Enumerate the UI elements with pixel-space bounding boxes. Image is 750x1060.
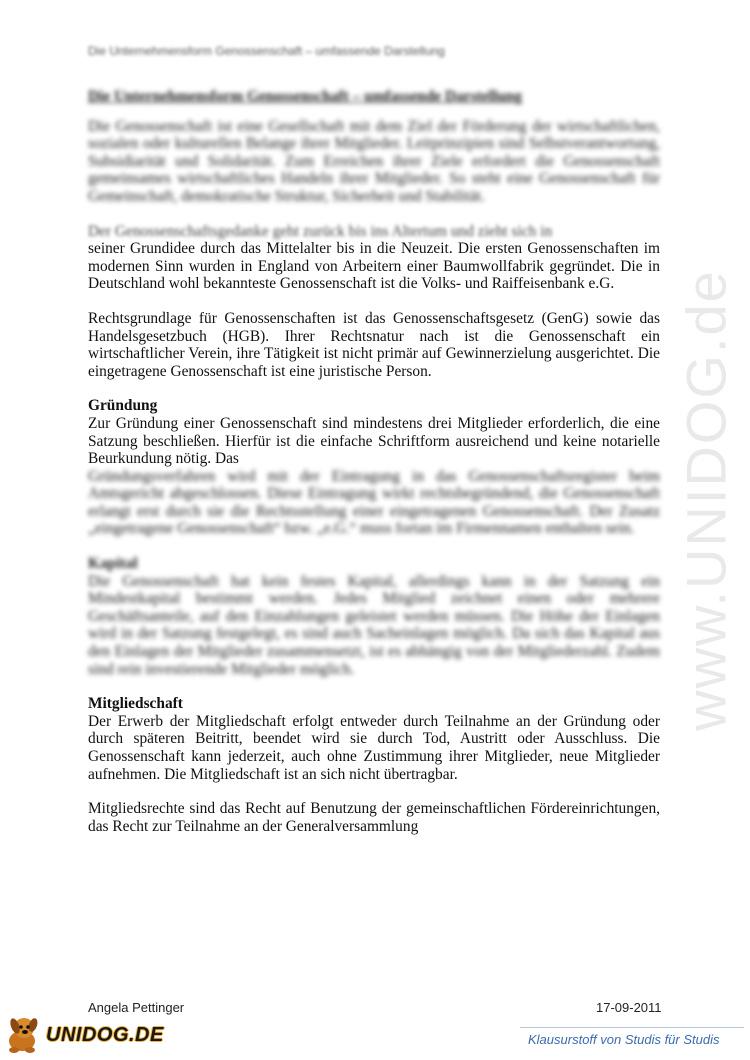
rights-paragraph: Mitgliedsrechte sind das Recht auf Benutzung der gemeinschaftlichen Fördereinrichtungen, das Recht zur Teilnahme an der Generalversammlung (88, 800, 660, 835)
watermark-text: www.UNIDOG.de (674, 269, 738, 731)
footer-tagline: Klausurstoff von Studis für Studis (528, 1032, 720, 1047)
heading-membership: Mitgliedschaft (88, 695, 183, 713)
membership-paragraph: Der Erwerb der Mitgliedschaft erfolgt entweder durch Teilnahme an der Gründung oder durch späteren Beitritt, beendet wird sie durch Tod, Austritt oder Ausschluss. Die Genossenschaft kann jederzeit, auch ohne Zustimmung ihrer Mitglieder, neue Mitglieder aufnehmen. Die Mitgliedschaft ist an sich nicht übertragbar. (88, 712, 660, 783)
running-header: Die Unternehmensform Genossenschaft – umfassende Darstellung (88, 44, 445, 58)
heading-capital: Kapital (88, 555, 138, 573)
capital-paragraph: Die Genossenschaft hat kein festes Kapital, allerdings kann in der Satzung ein Mindestkapital bestimmt werden. Jedes Mitglied zeichnet einen oder mehrere Geschäftsanteile, auf den Einzahlungen geleistet werden müssen. Die Höhe der Einlagen wird in der Satzung festgelegt, es sind auch Sacheinlagen möglich. Da sich das Kapital aus den Einlagen der Mitglieder zusammensetzt, ist es abhängig von der Mitgliederzahl. Zudem sind rein investierende Mitglieder möglich. (88, 572, 660, 678)
history-paragraph: seiner Grundidee durch das Mittelalter bis in die Neuzeit. Die ersten Genossenschaften im modernen Sinn wurden in England von Arbeitern einer Baumwollfabrik gegründet. Die in Deutschland wohl bekannteste Genossenschaft ist die Volks- und Raiffeisenbank e.G. (88, 240, 660, 293)
legal-paragraph: Rechtsgrundlage für Genossenschaften ist das Genossenschaftsgesetz (GenG) sowie das Handelsgesetzbuch (HGB). Ihrer Rechtsnatur nach ist die Genossenschaft ein wirtschaftlicher Verein, ihre Tätigkeit ist nicht primär auf Gewinnerzielung ausgerichtet. Die eingetragene Genossenschaft ist eine juristische Person. (88, 309, 660, 380)
logo-text: UNIDOG.DE (46, 1024, 164, 1046)
footer-divider (520, 1027, 744, 1028)
footer-date: 17-09-2011 (596, 1000, 662, 1015)
document-title: Die Unternehmensform Genossenschaft – umfassende Darstellung (88, 88, 522, 105)
watermark (676, 250, 736, 750)
founding-paragraph-blurred: Gründungsverfahren wird mit der Eintragung in das Genossenschaftsregister beim Amtsgericht abgeschlossen. Diese Eintragung wirkt rechtsbegründend, die Genossenschaft erlangt erst durch sie die Rechtsstellung einer eingetragenen Genossenschaft. Der Zusatz „eingetragene Genossenschaft“ bzw. „e.G.“ muss fortan im Firmennamen enthalten sein. (88, 467, 660, 538)
document-body (88, 88, 660, 835)
heading-founding: Gründung (88, 397, 158, 415)
founding-paragraph: Zur Gründung einer Genossenschaft sind mindestens drei Mitglieder erforderlich, die eine Satzung beschließen. Hierfür ist die einfache Schriftform ausreichend und keine notarielle Beurkundung nötig. Das (88, 414, 660, 468)
footer-author: Angela Pettinger (88, 1000, 185, 1015)
intro-paragraph: Die Genossenschaft ist eine Gesellschaft mit dem Ziel der Förderung der wirtschaftlichen, sozialen oder kulturellen Belange ihrer Mitglieder. Leitprinzipien sind Selbstverantwortung, Subsidiarität und Solidarität. Zum Erreichen ihrer Ziele erfordert die Genossenschaft gemeinsames wirtschaftliches Handeln ihrer Mitglieder. So steht eine Genossenschaft für Gemeinschaft, demokratische Struktur, Sicherheit und Stabilität. (88, 117, 660, 205)
unidog-logo[interactable] (2, 1014, 164, 1054)
dog-mascot-icon (2, 1014, 44, 1054)
history-first-line: Der Genossenschaftsgedanke geht zurück bis ins Altertum und zieht sich in (88, 222, 553, 240)
